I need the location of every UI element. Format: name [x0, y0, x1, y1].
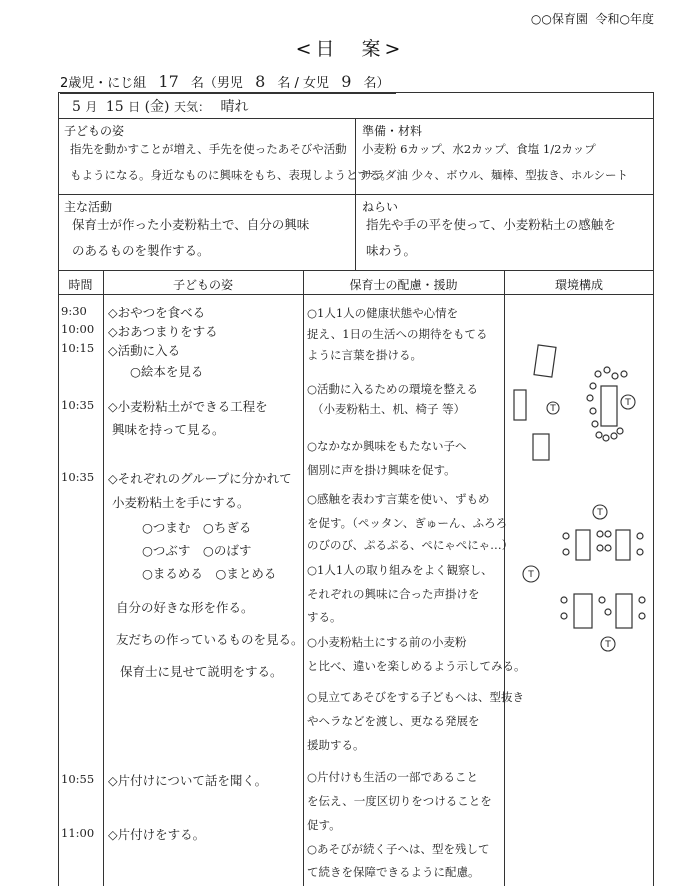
time-entry: 10:15 [61, 341, 95, 355]
school-year: 令和○年度 [595, 12, 654, 26]
header-environment: 環境構成 [554, 278, 603, 292]
child-activity: ◇片付けについて話を聞く。 [108, 773, 268, 788]
main-activity-text [72, 212, 352, 264]
child-activity: 自分の好きな形を作る。 [116, 600, 254, 615]
desk-shape [576, 530, 590, 560]
teacher-note: ○小麦粉粘土にする前の小麦粉 [307, 635, 467, 649]
teacher-note: ように言葉を掛ける。 [307, 348, 422, 362]
time-entry: 10:00 [61, 322, 95, 336]
teacher-note: ○あそびが続く子へは、型を残して [307, 842, 490, 856]
materials-text [362, 136, 652, 188]
count-unit: 名（男児 [190, 76, 243, 91]
school-year-header [531, 10, 654, 27]
header-time: 時間 [68, 278, 93, 292]
child-activity: ◇おあつまりをする [108, 324, 218, 339]
header-teacher: 保育士の配慮・援助 [349, 278, 458, 292]
child-activity: ◇おやつを食べる [108, 305, 206, 320]
aim-line: 味わう。 [366, 243, 417, 258]
teacher-note: ○1人1人の健康状態や心情を [307, 306, 459, 320]
children-state-line: もようになる。身近なものに興味をもち、表現しようとする。 [70, 168, 392, 182]
date-row [72, 96, 248, 116]
child-activity: 小麦粉粘土を手にする。 [112, 495, 250, 510]
desk-shape [616, 530, 630, 560]
teacher-marker-label: T [550, 404, 556, 414]
boys-count: 8 [255, 72, 266, 91]
girls-count: 9 [341, 72, 352, 91]
teacher-note: て続きを保障できるように配慮。 [307, 865, 480, 879]
children-state-label: 子どもの姿 [64, 124, 125, 138]
main-activity-label: 主な活動 [64, 200, 113, 214]
date-weekday: (金) [144, 99, 170, 115]
girls-unit: 名） [363, 76, 390, 91]
age-class: 2歳児・にじ組 [60, 76, 147, 91]
desk-shape [533, 434, 549, 460]
children-state-text [70, 136, 392, 188]
header-child: 子どもの姿 [172, 278, 233, 292]
teacher-marker-label: T [597, 508, 603, 518]
child-activity: 保育士に見せて説明をする。 [120, 664, 283, 679]
teacher-marker-label: T [625, 398, 631, 408]
teacher-note: ○見立てあそびをする子どもへは、型抜き [307, 690, 525, 704]
materials-line: 小麦粉 6カップ、水2カップ、食塩 1/2カップ [362, 142, 596, 156]
child-activity: 興味を持って見る。 [112, 422, 225, 437]
date-day: 15 [105, 99, 124, 115]
materials-label: 準備・材料 [362, 124, 423, 138]
child-activity: ○絵本を見る [130, 364, 204, 379]
teacher-note: やヘラなどを渡し、更なる発展を [307, 714, 480, 728]
date-month: 5 [72, 99, 81, 115]
class-info [60, 72, 390, 91]
aim-line: 指先や手の平を使って、小麦粉粘土の感触を [366, 217, 616, 232]
child-activity: 友だちの作っているものを見る。 [116, 632, 304, 647]
teacher-note: それぞれの興味に合った声掛けを [307, 587, 480, 601]
time-entry: 9:30 [61, 304, 87, 318]
child-count: 17 [158, 72, 179, 91]
weather-label: 天気： [173, 100, 210, 114]
teacher-marker-label: T [605, 640, 611, 650]
page-title: <日 案> [295, 38, 405, 60]
materials-line: サラダ油 少々、ボウル、麺棒、型抜き、ホルシート [362, 168, 629, 182]
time-entry: 11:00 [61, 826, 95, 840]
environment-layout-diagram [504, 294, 654, 886]
teacher-note: ○なかなか興味をもたない子へ [307, 439, 467, 453]
teacher-note: 援助する。 [307, 738, 365, 752]
desk-shape [574, 594, 592, 628]
teacher-marker-label: T [528, 570, 534, 580]
school-name: ○○保育園 [530, 12, 588, 26]
boys-unit: 名 / 女児 [277, 76, 330, 91]
teacher-note: する。 [307, 610, 342, 624]
main-activity-line: のあるものを製作する。 [72, 243, 210, 258]
teacher-note: のびのび、ぷるぷる、ぺにゃぺにゃ…） [307, 538, 514, 552]
month-unit: 月 [85, 100, 98, 114]
day-unit: 日 [128, 100, 141, 114]
desk-shape [616, 594, 632, 628]
teacher-note: ○感触を表わす言葉を使い、ずもめ [307, 492, 490, 506]
weather-value: 晴れ [220, 99, 249, 115]
child-activity: ◇活動に入る [108, 343, 181, 358]
teacher-note: 個別に声を掛け興味を促す。 [307, 463, 456, 477]
child-activity: ○つまむ ○ちぎる [142, 520, 252, 535]
teacher-note: ○1人1人の取り組みをよく観察し、 [307, 563, 493, 577]
teacher-note: 捉え、1日の生活への期待をもてる [307, 327, 488, 341]
child-activity: ◇片付けをする。 [108, 827, 206, 842]
desk-shape [534, 345, 556, 377]
desk-shape [514, 390, 526, 420]
child-activity: ○まるめる ○まとめる [142, 566, 277, 581]
time-entry: 10:35 [61, 470, 95, 484]
aim-label: ねらい [362, 200, 399, 214]
teacher-note: ○活動に入るための環境を整える [307, 382, 479, 396]
children-state-line: 指先を動かすことが増え、手先を使ったあそびや活動 [70, 142, 347, 156]
teacher-note: （小麦粉粘土、机、椅子 等） [312, 402, 466, 416]
aim-text [366, 212, 652, 264]
teacher-note: と比べ、違いを楽しめるよう示してみる。 [307, 659, 526, 673]
teacher-note: を伝え、一度区切りをつけることを [307, 794, 492, 808]
teacher-note: ○片付けも生活の一部であること [307, 770, 479, 784]
child-activity: ◇それぞれのグループに分かれて [108, 471, 292, 486]
teacher-note: 促す。 [307, 818, 341, 832]
child-activity: ○つぶす ○のばす [142, 543, 252, 558]
time-entry: 10:55 [61, 772, 95, 786]
main-activity-line: 保育士が作った小麦粉粘土で、自分の興味 [72, 217, 310, 232]
time-entry: 10:35 [61, 398, 95, 412]
teacher-note: を促す。（ペッタン、ぎゅーん、ふろろ [307, 516, 508, 530]
child-activity: ◇小麦粉粘土ができる工程を [108, 399, 268, 414]
desk-shape [601, 386, 617, 426]
